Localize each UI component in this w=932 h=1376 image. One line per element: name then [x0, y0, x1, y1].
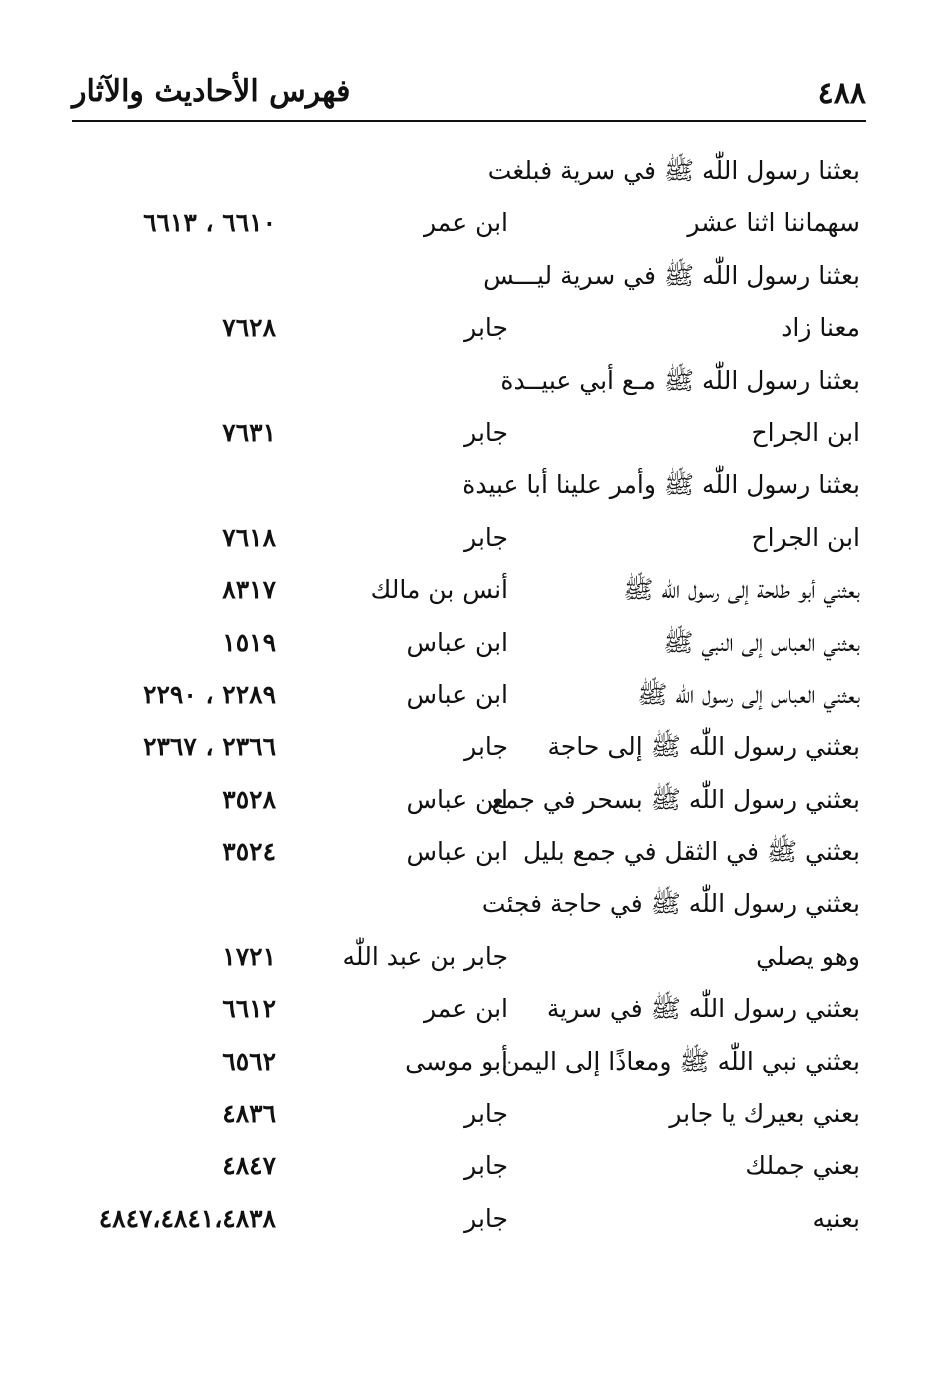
reference-numbers: ٦٦١٢	[222, 994, 276, 1024]
hadith-text: بعثنا رسول اللّٰه ﷺ في سرية فبلغت	[487, 156, 860, 185]
index-entry	[0, 986, 932, 1038]
reference-numbers: ٣٥٢٨	[222, 784, 276, 814]
index-entry	[0, 253, 932, 305]
narrator: جابر	[464, 1151, 508, 1181]
hadith-text: بعثني رسول اللّٰه ﷺ بسحر في جمع	[491, 784, 860, 814]
index-entry	[0, 200, 932, 252]
running-title: فهرس الأحاديث والآثار	[72, 74, 351, 109]
index-entry	[0, 515, 932, 567]
narrator: جابر بن عبد اللّٰه	[342, 941, 508, 971]
hadith-text: بعثني العباس إلى رسول اللّٰه ﷺ	[637, 679, 860, 709]
index-entry	[0, 148, 932, 200]
index-entry	[0, 934, 932, 986]
index-entry	[0, 620, 932, 672]
narrator: ابن عباس	[406, 837, 508, 867]
hadith-text: معنا زاد	[781, 313, 860, 343]
reference-numbers: ١٥١٩	[222, 627, 276, 657]
index-entry	[0, 1143, 932, 1195]
index-entry	[0, 1196, 932, 1248]
hadith-text: ابن الجراح	[751, 522, 860, 552]
index-entry	[0, 567, 932, 619]
index-entry	[0, 358, 932, 410]
hadith-text: بعني بعيرك يا جابر	[669, 1099, 860, 1129]
hadith-text: بعثني رسول اللّٰه ﷺ إلى حاجة	[547, 732, 860, 762]
narrator: ابن عباس	[406, 627, 508, 657]
narrator: ابن عباس	[406, 679, 508, 709]
hadith-text: بعثني رسول اللّٰه ﷺ في حاجة فجئت	[481, 889, 860, 919]
reference-numbers: ٣٥٢٤	[222, 837, 276, 867]
hadith-text: بعثنا رسول اللّٰه ﷺ وأمر علينا أبا عبيدة	[462, 470, 860, 500]
narrator: جابر	[464, 522, 508, 552]
index-entry	[0, 829, 932, 881]
narrator: ابن عمر	[423, 208, 508, 238]
reference-numbers: ٢٢٨٩ ، ٢٢٩٠	[143, 679, 276, 709]
hadith-text: بعني جملك	[745, 1151, 860, 1181]
reference-numbers: ٧٦٢٨	[222, 313, 276, 343]
hadith-text: بعثني نبي اللّٰه ﷺ ومعاذًا إلى اليمن	[501, 1046, 860, 1076]
reference-numbers: ١٧٢١	[222, 941, 276, 971]
index-entry	[0, 305, 932, 357]
index-entry	[0, 881, 932, 933]
hadith-text: بعثنا رسول اللّٰه ﷺ مـع أبي عبيــدة	[500, 365, 860, 395]
hadith-text: بعثنا رسول اللّٰه ﷺ في سرية ليـــس	[483, 260, 860, 290]
index-entry	[0, 1039, 932, 1091]
narrator: أبو موسى	[405, 1046, 508, 1076]
index-entry	[0, 410, 932, 462]
hadith-text: بعثني رسول اللّٰه ﷺ في سرية	[546, 994, 860, 1024]
narrator: ابن عمر	[423, 994, 508, 1024]
narrator: ابن عباس	[406, 784, 508, 814]
narrator: جابر	[464, 732, 508, 762]
reference-numbers: ٦٦١٠ ، ٦٦١٣	[143, 208, 276, 238]
narrator: جابر	[464, 1099, 508, 1129]
reference-numbers: ٧٦٣١	[222, 417, 276, 447]
narrator: أنس بن مالك	[370, 575, 508, 605]
hadith-text: بعنيه	[812, 1203, 860, 1233]
hadith-text: بعثني أبو طلحة إلى رسول اللّٰه ﷺ	[623, 575, 860, 605]
reference-numbers: ٦٥٦٢	[222, 1046, 276, 1076]
index-entry	[0, 1091, 932, 1143]
hadith-text: ابن الجراح	[751, 417, 860, 447]
reference-numbers: ٤٨٣٦	[222, 1099, 276, 1129]
index-entry	[0, 672, 932, 724]
hadith-text: سهماننا اثنا عشر	[687, 208, 860, 238]
reference-numbers: ٤٨٤٧	[222, 1151, 276, 1181]
index-entries	[0, 148, 932, 1248]
narrator: جابر	[464, 313, 508, 343]
index-entry	[0, 462, 932, 514]
index-entry	[0, 724, 932, 776]
reference-numbers: ٧٦١٨	[222, 522, 276, 552]
narrator: جابر	[464, 417, 508, 447]
hadith-text: بعثني ﷺ في الثقل في جمع بليل	[522, 837, 860, 867]
index-entry	[0, 777, 932, 829]
page-header	[72, 68, 866, 122]
reference-numbers: ٤٨٤٧،٤٨٤١،٤٨٣٨	[98, 1203, 276, 1233]
hadith-text: وهو يصلي	[756, 941, 860, 971]
page-number: ٤٨٨	[817, 76, 866, 111]
hadith-text: بعثني العباس إلى النبي ﷺ	[663, 627, 860, 657]
reference-numbers: ٢٣٦٦ ، ٢٣٦٧	[143, 732, 276, 762]
reference-numbers: ٨٣١٧	[222, 575, 276, 605]
narrator: جابر	[464, 1203, 508, 1233]
